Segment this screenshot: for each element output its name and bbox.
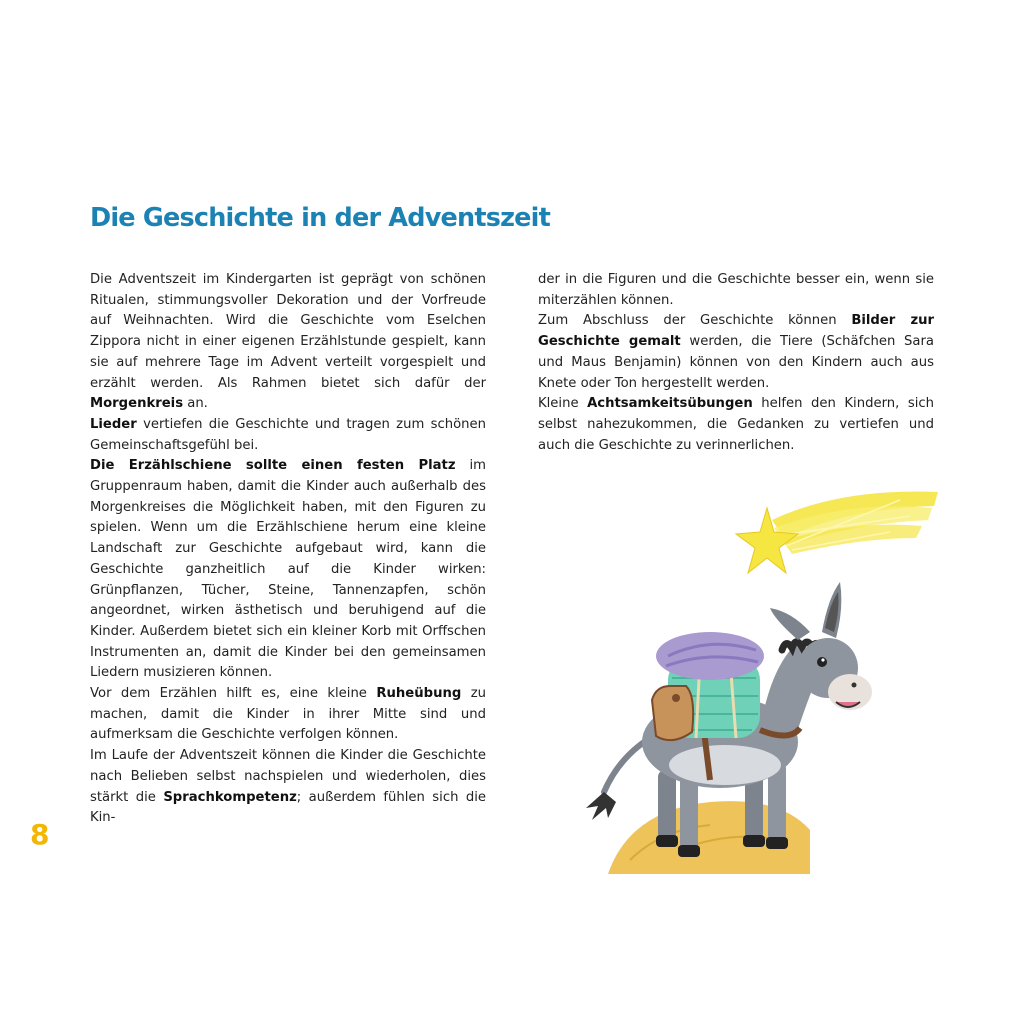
bold-term-sprachkompetenz: Sprachkompetenz (163, 789, 297, 805)
paragraph-advent-rituals (90, 270, 486, 415)
paragraph-achtsamkeit (538, 394, 934, 456)
text-run: Die Adventszeit im Kindergarten ist geprägt von schönen Ritualen, stimmungsvoller Dekoration und der Vorfreude auf Weihnachten. Wird die Geschichte vom Eselchen Zippora nicht in einer eigenen Erzählstunde gespielt, kann sie auf mehrere Tage im Advent verteilt vorgespielt und erzählt werden. Als Rahmen bietet sich dafür der (90, 272, 486, 391)
bold-term-bilder: Bilder zur Geschichte gemalt (538, 313, 935, 350)
bold-term-ruheuebung: Ruheübung (376, 686, 462, 702)
paragraph-lieder (90, 415, 486, 456)
satchel (652, 686, 693, 740)
text-run: Zum Abschluss der Geschichte können (538, 313, 852, 329)
text-run: Kleine (538, 396, 588, 412)
donkey-illustration (560, 480, 960, 880)
text-run: vertiefen die Geschichte und tragen zum schönen Gemeinschaftsgefühl bei. (90, 416, 486, 453)
paragraph-erzaehlschiene (90, 456, 486, 684)
page-number: 8 (30, 818, 50, 851)
bold-term-erzaehlschiene: Die Erzählschiene sollte einen festen Platz (90, 458, 456, 474)
paragraph-ruheuebung (90, 684, 486, 746)
text-run: ; außerdem fühlen sich die Kin- (90, 789, 486, 826)
bold-term-lieder: Lieder (90, 416, 137, 432)
right-text-column (538, 270, 934, 456)
text-run: zu machen, damit die Kinder in ihrer Mitte sind und aufmerksam die Geschichte verfolgen können. (90, 686, 486, 743)
paragraph-continuation (538, 270, 934, 311)
paragraph-bilder (538, 311, 934, 394)
bold-term-achtsamkeit: Achtsamkeitsübungen (587, 396, 753, 412)
text-run: an. (183, 396, 208, 412)
text-run: der in die Figuren und die Geschichte besser ein, wenn sie miterzählen können. (538, 272, 934, 308)
page-title: Die Geschichte in der Adventszeit (90, 203, 550, 233)
text-run: helfen den Kindern, sich selbst nahezukommen, die Gedanken zu vertiefen und auch die Geschichte zu verinnerlichen. (538, 396, 934, 453)
left-text-column (90, 270, 486, 829)
text-run: Vor dem Erzählen hilft es, eine kleine (90, 686, 377, 702)
text-run: Im Laufe der Adventszeit können die Kinder die Geschichte nach Belieben selbst nachspielen und wiederholen, dies stärkt die (90, 748, 486, 805)
text-run: werden, die Tiere (Schäfchen Sara und Maus Benjamin) können von den Kindern auch aus Knete oder Ton hergestellt werden. (538, 334, 934, 391)
shooting-star-icon (736, 492, 938, 573)
bold-term-morgenkreis: Morgenkreis (90, 396, 184, 412)
text-run: im Gruppenraum haben, damit die Kinder auch außerhalb des Morgenkreises die Möglichkeit haben, mit den Figuren zu spielen. Wenn um die Erzählschiene herum eine kleine Landschaft zur Geschichte aufgebaut wird, kann die Geschichte ganzheitlich auf die Kinder wirken: Grünpflanzen, Tücher, Steine, Tannenzapfen, schön angeordnet, wirken ästhetisch und beruhigend auf die Kinder. Außerdem bietet sich ein kleiner Korb mit Orffschen Instrumenten an, damit die Kinder bei den gemeinsamen Liedern musizieren können. (90, 458, 486, 681)
paragraph-sprachkompetenz (90, 746, 486, 829)
